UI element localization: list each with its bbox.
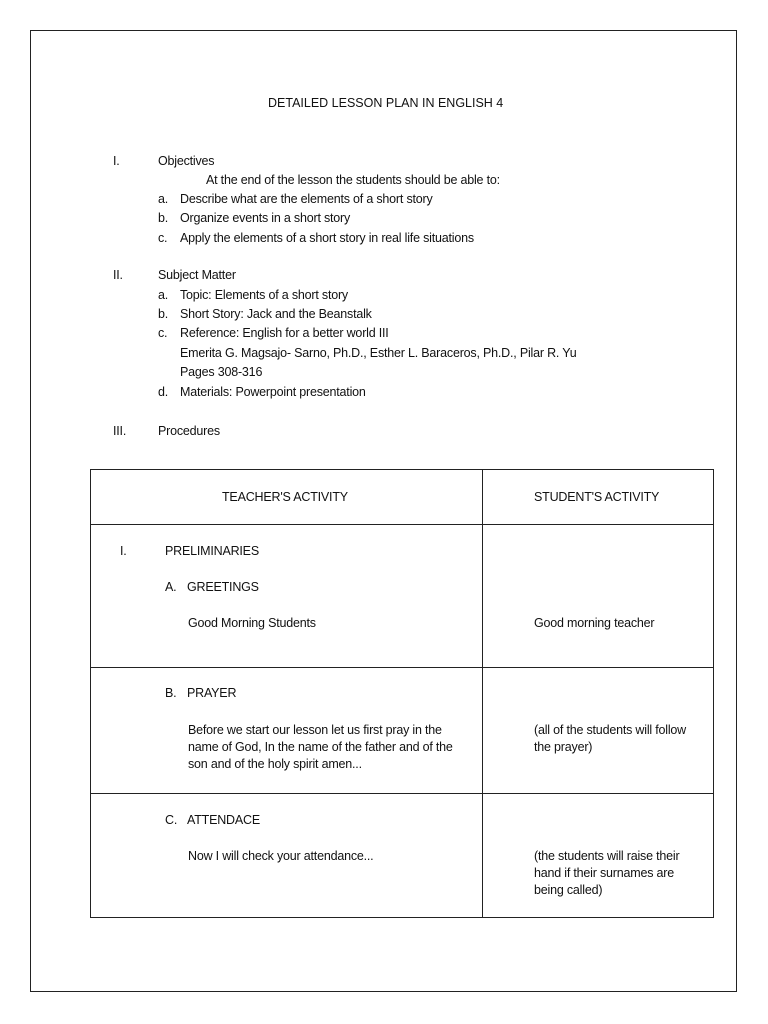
list-letter: c. xyxy=(158,326,168,340)
activity-letter: A. xyxy=(165,580,177,594)
list-item: Apply the elements of a short story in real life situations xyxy=(180,231,474,245)
section-numeral: I. xyxy=(113,154,120,168)
activity-label: GREETINGS xyxy=(187,580,259,594)
list-item: Describe what are the elements of a short story xyxy=(180,192,433,206)
activity-letter: C. xyxy=(165,813,178,827)
table-row-divider xyxy=(90,793,714,794)
section-numeral: II. xyxy=(113,268,123,282)
preliminaries-label: PRELIMINARIES xyxy=(165,544,259,558)
reference-pages: Pages 308-316 xyxy=(180,365,263,379)
reference-authors: Emerita G. Magsajo- Sarno, Ph.D., Esther L. Baraceros, Ph.D., Pilar R. Yu xyxy=(180,346,577,360)
list-item: Short Story: Jack and the Beanstalk xyxy=(180,307,372,321)
list-letter: b. xyxy=(158,211,169,225)
student-activity-text: (all of the students will follow xyxy=(534,723,687,737)
objectives-intro: At the end of the lesson the students should be able to: xyxy=(206,173,500,187)
activity-letter: B. xyxy=(165,686,177,700)
list-letter: c. xyxy=(158,231,168,245)
section-heading: Procedures xyxy=(158,424,220,438)
list-item: Materials: Powerpoint presentation xyxy=(180,385,366,399)
table-row-divider xyxy=(90,667,714,668)
preliminaries-numeral: I. xyxy=(120,544,127,558)
page-title: DETAILED LESSON PLAN IN ENGLISH 4 xyxy=(268,96,504,110)
student-activity-text: Good morning teacher xyxy=(534,616,655,630)
student-activity-text: the prayer) xyxy=(534,740,593,754)
list-letter: a. xyxy=(158,192,169,206)
student-activity-text: hand if their surnames are xyxy=(534,866,675,880)
student-activity-text: being called) xyxy=(534,883,603,897)
activity-label: PRAYER xyxy=(187,686,237,700)
teacher-activity-text: name of God, In the name of the father and of the xyxy=(188,740,453,754)
table-row-divider xyxy=(90,524,714,525)
table-header-teacher: TEACHER'S ACTIVITY xyxy=(222,490,348,504)
list-letter: b. xyxy=(158,307,169,321)
table-column-divider xyxy=(482,469,483,918)
teacher-activity-text: Before we start our lesson let us first pray in the xyxy=(188,723,442,737)
list-item: Organize events in a short story xyxy=(180,211,351,225)
teacher-activity-text: Now I will check your attendance... xyxy=(188,849,374,863)
section-heading: Subject Matter xyxy=(158,268,236,282)
teacher-activity-text: Good Morning Students xyxy=(188,616,316,630)
section-numeral: III. xyxy=(113,424,127,438)
table-header-student: STUDENT'S ACTIVITY xyxy=(534,490,660,504)
list-letter: a. xyxy=(158,288,169,302)
list-letter: d. xyxy=(158,385,169,399)
student-activity-text: (the students will raise their xyxy=(534,849,680,863)
section-heading: Objectives xyxy=(158,154,215,168)
teacher-activity-text: son and of the holy spirit amen... xyxy=(188,757,362,771)
list-item: Topic: Elements of a short story xyxy=(180,288,348,302)
list-item: Reference: English for a better world III xyxy=(180,326,389,340)
activity-label: ATTENDACE xyxy=(187,813,260,827)
